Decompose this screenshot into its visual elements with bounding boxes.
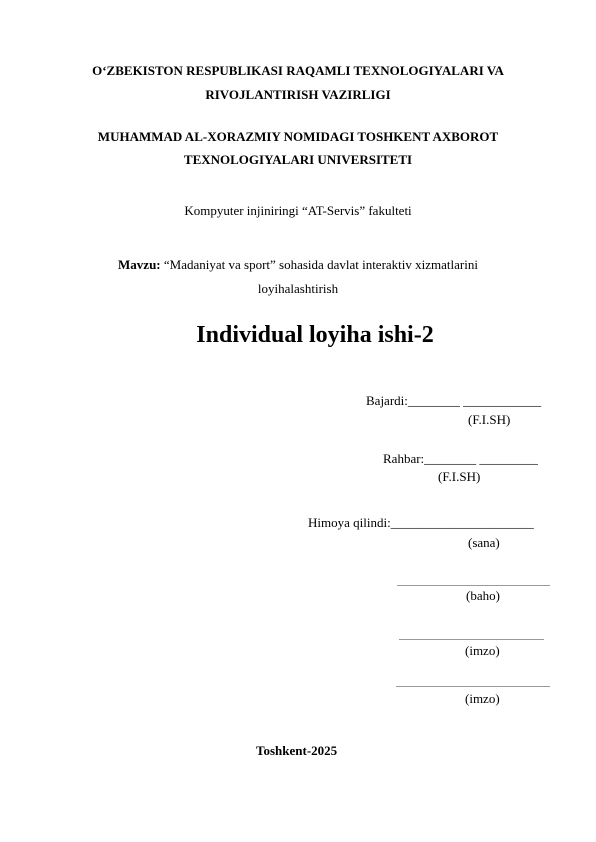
university-line-2: TEXNOLOGIYALARI UNIVERSITETI bbox=[183, 152, 413, 167]
baho-line bbox=[397, 585, 550, 586]
topic-line-2: loyihalashtirish bbox=[257, 281, 339, 296]
imzo-caption-2: (imzo) bbox=[465, 691, 500, 706]
topic-label: Mavzu: bbox=[118, 257, 161, 272]
topic-text-1: “Madaniyat va sport” sohasida davlat interaktiv xizmatlarini bbox=[160, 257, 478, 272]
rahbar-field: Rahbar:________ _________ bbox=[383, 451, 538, 466]
baho-caption: (baho) bbox=[466, 588, 500, 603]
himoya-field: Himoya qilindi:______________________ bbox=[308, 515, 534, 530]
ministry-line-2: RIVOJLANTIRISH VAZIRLIGI bbox=[205, 87, 391, 102]
imzo-line-1 bbox=[399, 639, 544, 640]
rahbar-caption: (F.I.SH) bbox=[438, 469, 481, 484]
document-title: Individual loyiha ishi-2 bbox=[196, 322, 434, 348]
sana-caption: (sana) bbox=[468, 535, 500, 550]
city-year: Toshkent-2025 bbox=[256, 743, 338, 758]
imzo-caption-1: (imzo) bbox=[465, 643, 500, 658]
university-line-1: MUHAMMAD AL-XORAZMIY NOMIDAGI TOSHKENT AXBOROT bbox=[97, 129, 499, 144]
topic-line-1 bbox=[0, 257, 596, 273]
imzo-line-2 bbox=[396, 686, 550, 687]
ministry-line-1: O‘ZBEKISTON RESPUBLIKASI RAQAMLI TEXNOLOGIYALARI VA bbox=[92, 63, 504, 78]
faculty-name: Kompyuter injiniringi “AT-Servis” fakulteti bbox=[184, 203, 412, 218]
bajardi-field: Bajardi:________ ____________ bbox=[366, 393, 542, 408]
bajardi-caption: (F.I.SH) bbox=[468, 412, 511, 427]
